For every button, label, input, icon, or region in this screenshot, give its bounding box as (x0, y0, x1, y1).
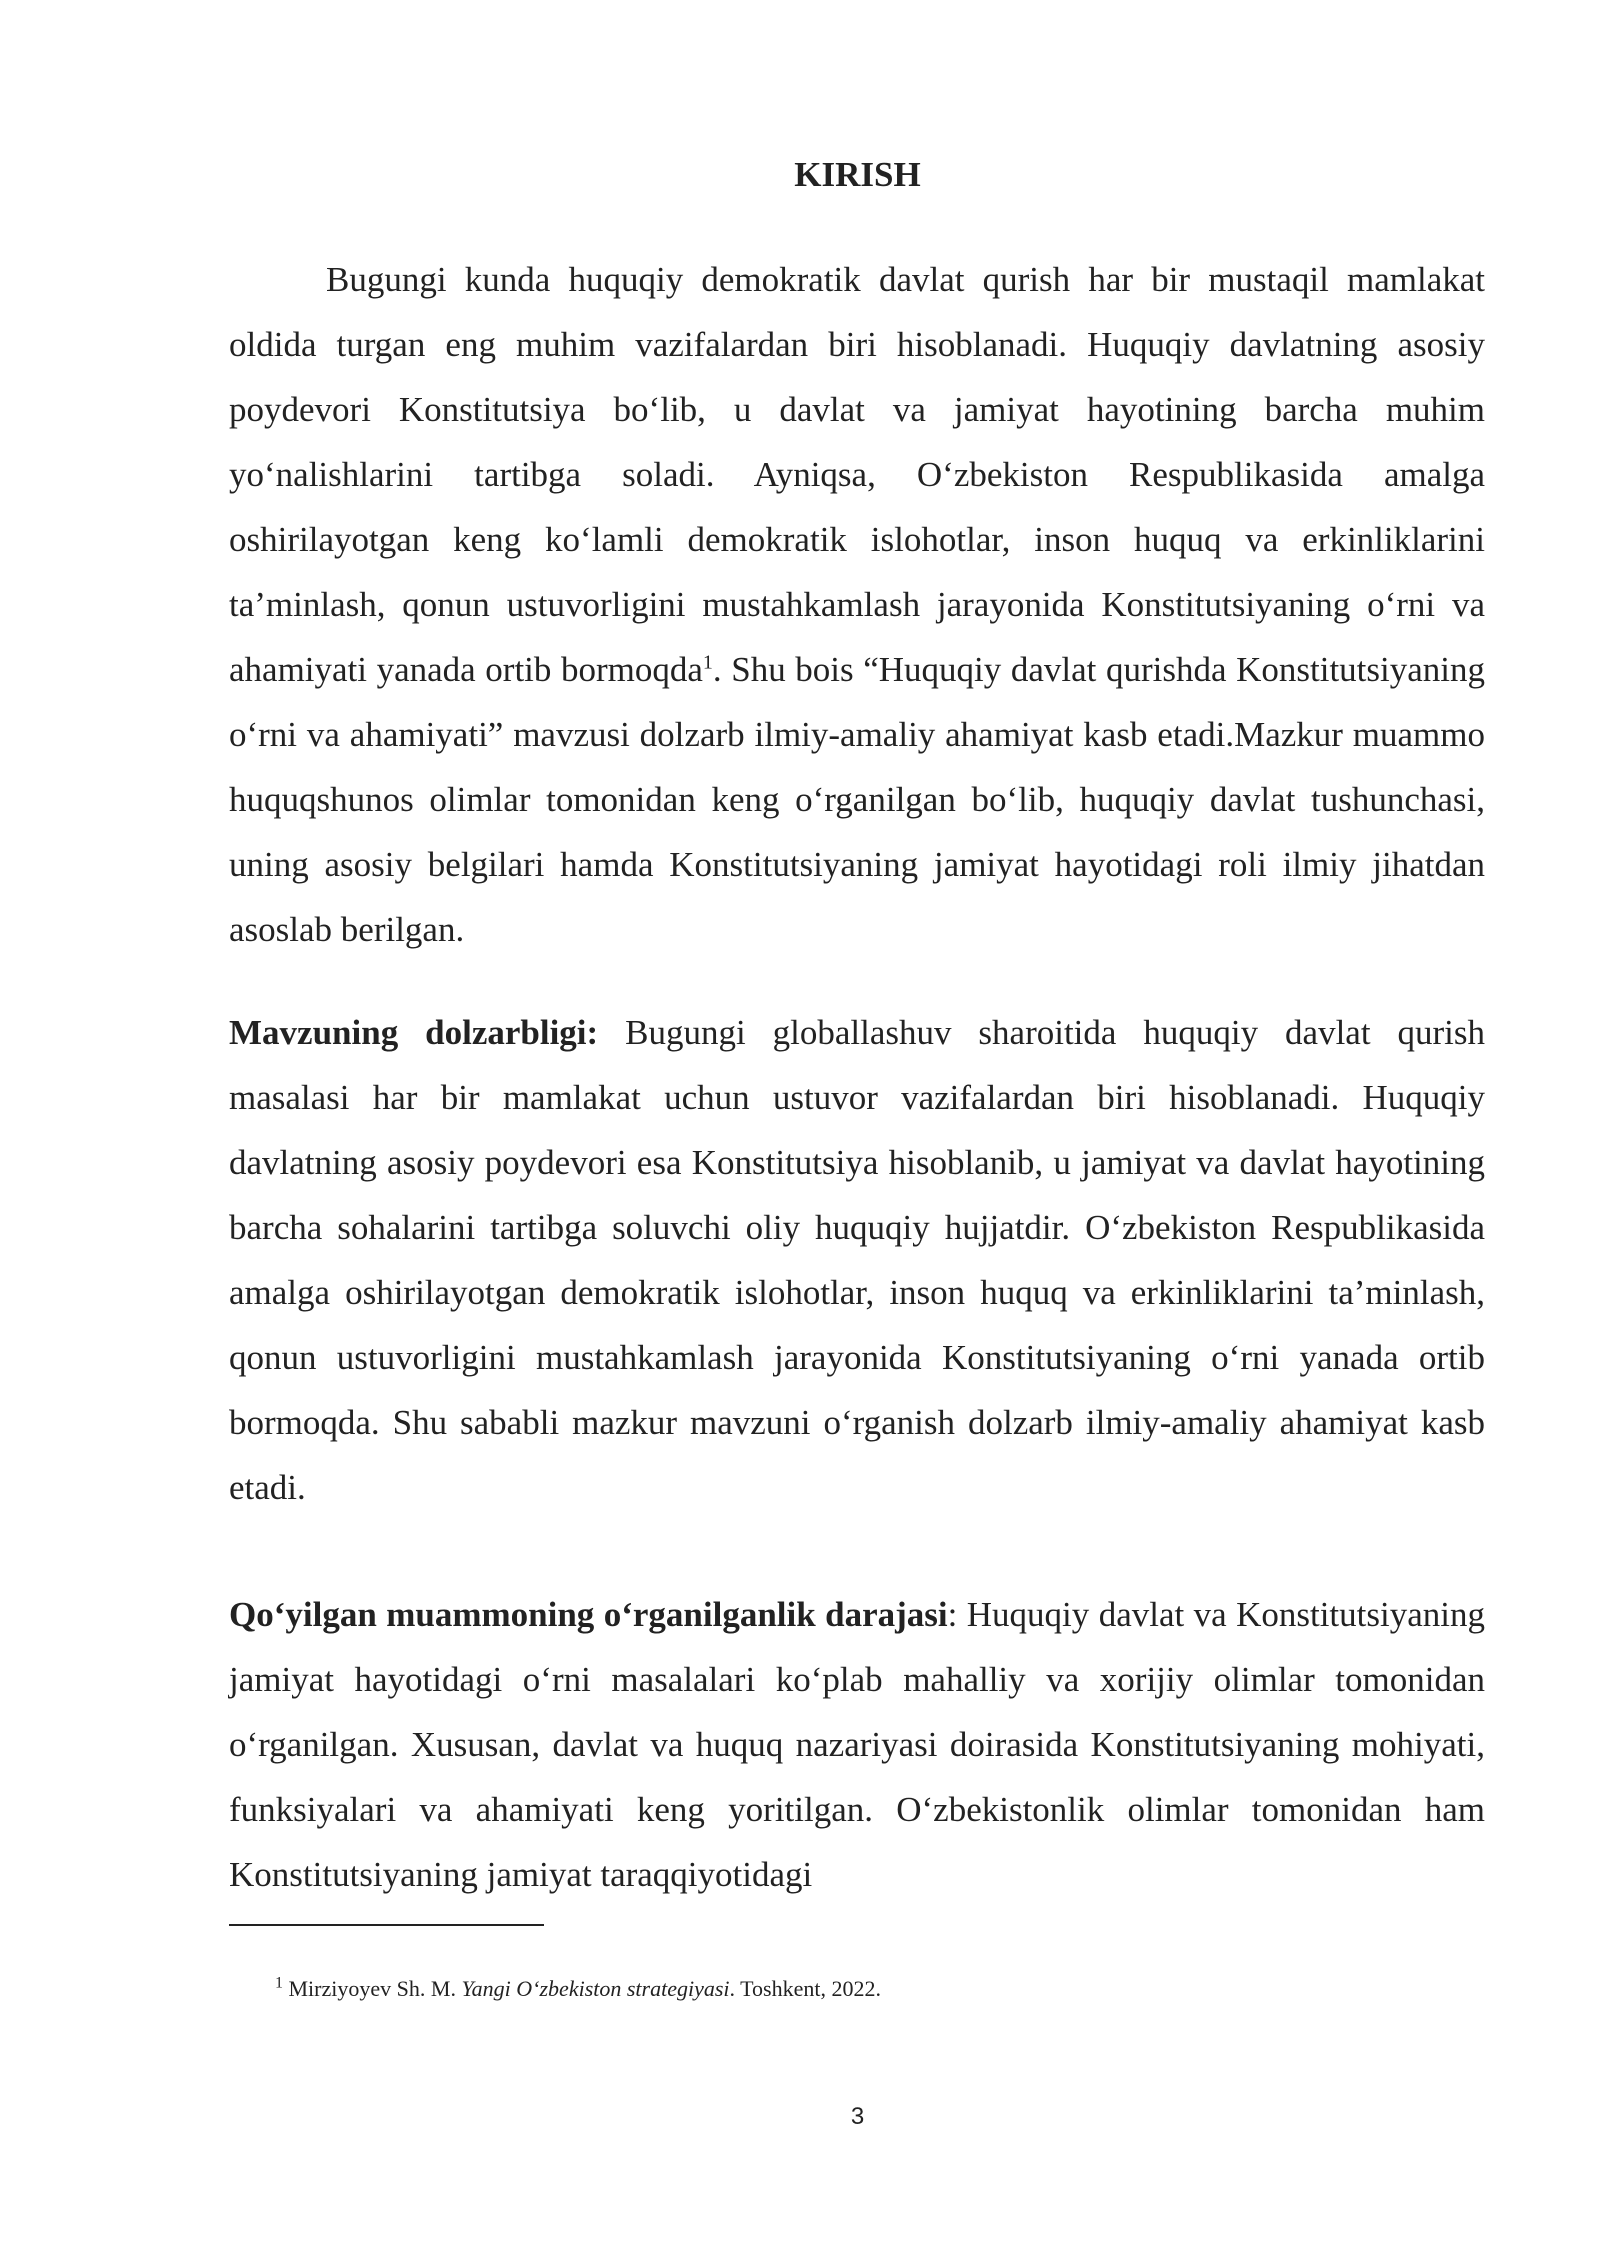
paragraph-text: Bugungi globallashuv sharoitida huquqiy davlat qurish masalasi har bir mamlakat uchun ustuvor vazifalardan biri hisoblanadi. Huquqiy davlatning asosiy poydevori esa Konstitutsiya hisoblanib, u jamiyat va davlat hayotining barcha sohalarini tartibga soluvchi oliy huquqiy hujjatdir. O‘zbekiston Respublikasida amalga oshirilayotgan demokratik islohotlar, inson huquq va erkinliklarini ta’minlash, qonun ustuvorligini mustahkamlash jarayonida Konstitutsiyaning o‘rni yanada ortib bormoqda. Shu sababli mazkur mavzuni o‘rganish dolzarb ilmiy-amaliy ahamiyat kasb etadi. (229, 1013, 1485, 1507)
footnote (275, 1974, 881, 2004)
footnote-author: Mirziyoyev Sh. M. (283, 1976, 462, 2001)
intro-paragraph (229, 247, 1485, 962)
research-degree-paragraph (229, 1582, 1485, 1907)
relevance-paragraph (229, 1000, 1485, 1520)
paragraph-text: Bugungi kunda huquqiy demokratik davlat qurish har bir mustaqil mamlakat oldida turgan eng muhim vazifalardan biri hisoblanadi. Huquqiy davlatning asosiy poydevori Konstitutsiya bo‘lib, u davlat va jamiyat hayotining barcha muhim yo‘nalishlarini tartibga soladi. Ayniqsa, O‘zbekiston Respublikasida amalga oshirilayotgan keng ko‘lamli demokratik islohotlar, inson huquq va erkinliklarini ta’minlash, qonun ustuvorligini mustahkamlash jarayonida Konstitutsiyaning o‘rni va ahamiyati yanada ortib bormoqda (229, 260, 1485, 689)
footnote-reference[interactable]: 1 (702, 651, 713, 674)
paragraph-text: : Huquqiy davlat va Konstitutsiyaning jamiyat hayotidagi o‘rni masalalari ko‘plab mahalliy va xorijiy olimlar tomonidan o‘rganilgan. Xususan, davlat va huquq nazariyasi doirasida Konstitutsiyaning mohiyati, funksiyalari va ahamiyati keng yoritilgan. O‘zbekistonlik olimlar tomonidan ham Konstitutsiyaning jamiyat taraqqiyotidagi (229, 1595, 1485, 1894)
paragraph-text: . Shu bois “Huquqiy davlat qurishda Konstitutsiyaning o‘rni va ahamiyati” mavzusi dolzarb ilmiy-amaliy ahamiyat kasb etadi.Mazkur muammo huquqshunos olimlar tomonidan keng o‘rganilgan bo‘lib, huquqiy davlat tushunchasi, uning asosiy belgilari hamda Konstitutsiyaning jamiyat hayotidagi roli ilmiy jihatdan asoslab berilgan. (229, 650, 1486, 949)
footnote-work-title: Yangi O‘zbekiston strategiyasi (461, 1976, 730, 2001)
footnote-separator (229, 1924, 544, 1926)
section-title: KIRISH (794, 155, 921, 194)
footnote-number: 1 (275, 1974, 283, 1992)
footnote-publication: . Toshkent, 2022. (729, 1976, 881, 2001)
page-number: 3 (850, 2103, 865, 2130)
relevance-heading: Mavzuning dolzarbligi: (229, 1013, 599, 1052)
research-degree-heading: Qo‘yilgan muammoning o‘rganilganlik darajasi (229, 1595, 948, 1634)
